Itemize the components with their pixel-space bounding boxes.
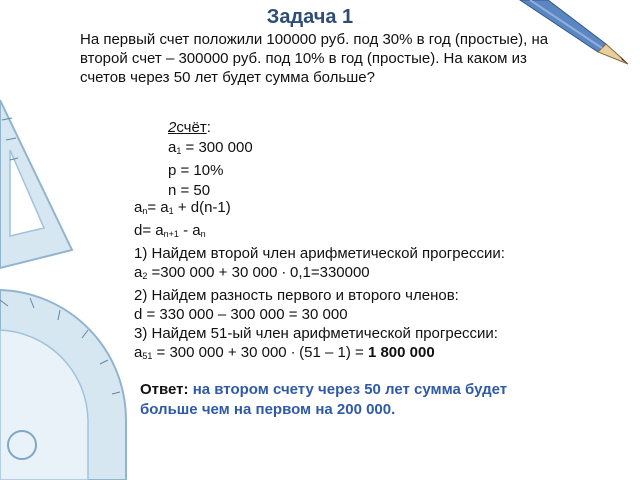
slide-title: Задача 1 bbox=[266, 6, 354, 28]
answer-label: Ответ: bbox=[140, 381, 189, 398]
problem-statement: На первый счет положили 100000 руб. под 30% в год (простые), на второй счет – 300000 руб. под 10% в год (простые). На каком из счетов через 50 лет будет сумма больше? bbox=[80, 31, 549, 86]
given-n: n = 50 bbox=[168, 182, 211, 199]
solution-block bbox=[134, 198, 554, 366]
step-3-calc: $a_{51} = 300$ 000 + 30 000 ∙ (51 – 1) = 1 800 000 bbox=[134, 344, 435, 361]
answer-block bbox=[140, 380, 520, 420]
set-square-icon bbox=[0, 100, 72, 268]
protractor-icon bbox=[0, 290, 126, 480]
formula-nth-term: $a_n= a_1 + d(n-1)$ bbox=[134, 199, 231, 216]
step-1-calc: $a_2 =300$ 000 + 30 000 ∙ 0,1=330000 bbox=[134, 264, 370, 281]
answer-text: на втором счету через 50 лет сумма будет больше чем на первом на 200 000. bbox=[140, 381, 508, 418]
step-1-text: 1) Найдем второй член арифметической прогрессии: bbox=[134, 245, 505, 262]
step-2-calc: d = 330 000 – 300 000 = 30 000 bbox=[134, 306, 348, 323]
formula-difference: $d= a_{n+1} - a_n$ bbox=[134, 222, 206, 239]
given-header: 2счёт: bbox=[168, 119, 211, 136]
step-3-text: 3) Найдем 51-ый член арифметической прогрессии: bbox=[134, 325, 498, 342]
given-a1: $a_1 = 300$ 000 bbox=[168, 139, 253, 156]
given-data-block bbox=[168, 118, 253, 201]
given-p: p = 10% bbox=[168, 162, 224, 179]
step-2-text: 2) Найдем разность первого и второго членов: bbox=[134, 287, 459, 304]
